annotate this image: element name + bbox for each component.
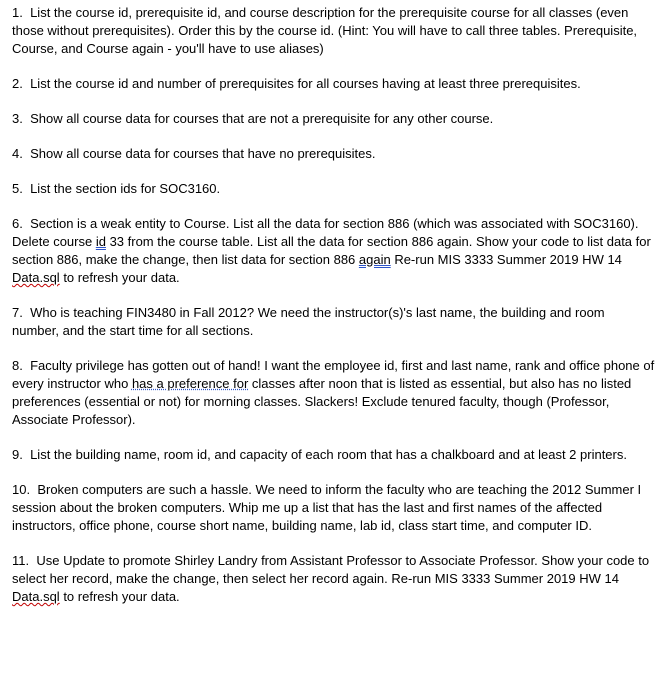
question-1: 1. List the course id, prerequisite id, and course description for the prerequisite course for all classes (even those without prerequisites). Order this by the course id. (Hint: You will have to call three tables. Prerequisite, Course, and Course again - you'll have to use aliases) xyxy=(12,5,638,56)
question-text: List the section ids for SOC3160. xyxy=(30,181,221,196)
grammar-flag: id xyxy=(95,234,106,249)
question-text: List the course id, prerequisite id, and course description for the prerequisite course for all classes (even those without prerequisites). Order this by the course id. (Hint: You will have to call three tables. Prerequisite, Course, and Course again - you'll have to use aliases) xyxy=(12,5,638,56)
question-text: List the building name, room id, and capacity of each room that has a chalkboard and at least 2 printers. xyxy=(30,447,627,462)
question-7: 7. Who is teaching FIN3480 in Fall 2012? We need the instructor(s)'s last name, the building and room number, and the start time for all sections. xyxy=(12,305,605,338)
grammar-flag: again xyxy=(358,252,391,267)
question-2: 2. List the course id and number of prerequisites for all courses having at least three prerequisites. xyxy=(12,76,581,91)
question-text: Broken computers are such a hassle. We need to inform the faculty who are teaching the 2012 Summer I session about the broken computers. Whip me up a list that has the last and first names of the affected instructors, office phone, course short name, building name, lab id, class start time, and computer ID. xyxy=(12,482,642,533)
question-11: 11. Use Update to promote Shirley Landry from Assistant Professor to Associate Professor. Show your code to select her record, make the change, then select her record again. Re-run MIS 3333 Summer 2019 HW 14 Data.sql to refresh your data. xyxy=(12,553,650,604)
question-10: 10. Broken computers are such a hassle. We need to inform the faculty who are teaching the 2012 Summer I session about the broken computers. Whip me up a list that has the last and first names of the affected instructors, office phone, course short name, building name, lab id, class start time, and computer ID. xyxy=(12,482,642,533)
question-4: 4. Show all course data for courses that have no prerequisites. xyxy=(12,146,376,161)
question-8: 8. Faculty privilege has gotten out of hand! I want the employee id, first and last name, rank and office phone of every instructor who has a preference for classes after noon that is listed as essential, but also has no listed preferences (essential or not) for morning classes. Slackers! Exclude tenured faculty, though (Professor, Associate Professor). xyxy=(12,358,655,427)
question-text: List the course id and number of prerequisites for all courses having at least three prerequisites. xyxy=(30,76,581,91)
question-3: 3. Show all course data for courses that are not a prerequisite for any other course. xyxy=(12,111,494,126)
grammar-flag: has a preference for xyxy=(131,376,249,391)
question-9: 9. List the building name, room id, and capacity of each room that has a chalkboard and at least 2 printers. xyxy=(12,447,627,462)
question-5: 5. List the section ids for SOC3160. xyxy=(12,181,221,196)
spelling-flag: Data.sql xyxy=(12,270,60,285)
question-text: Show all course data for courses that have no prerequisites. xyxy=(30,146,376,161)
question-text: Show all course data for courses that are not a prerequisite for any other course. xyxy=(30,111,494,126)
spelling-flag: Data.sql xyxy=(12,589,60,604)
question-text: Who is teaching FIN3480 in Fall 2012? We need the instructor(s)'s last name, the building and room number, and the start time for all sections. xyxy=(12,305,605,338)
question-6: 6. Section is a weak entity to Course. List all the data for section 886 (which was associated with SOC3160). Delete course id 33 from the course table. List all the data for section 886 again. Show your code to list data for section 886, make the change, then list data for section 886 again Re-run MIS 3333 Summer 2019 HW 14 Data.sql to refresh your data. xyxy=(12,216,651,285)
